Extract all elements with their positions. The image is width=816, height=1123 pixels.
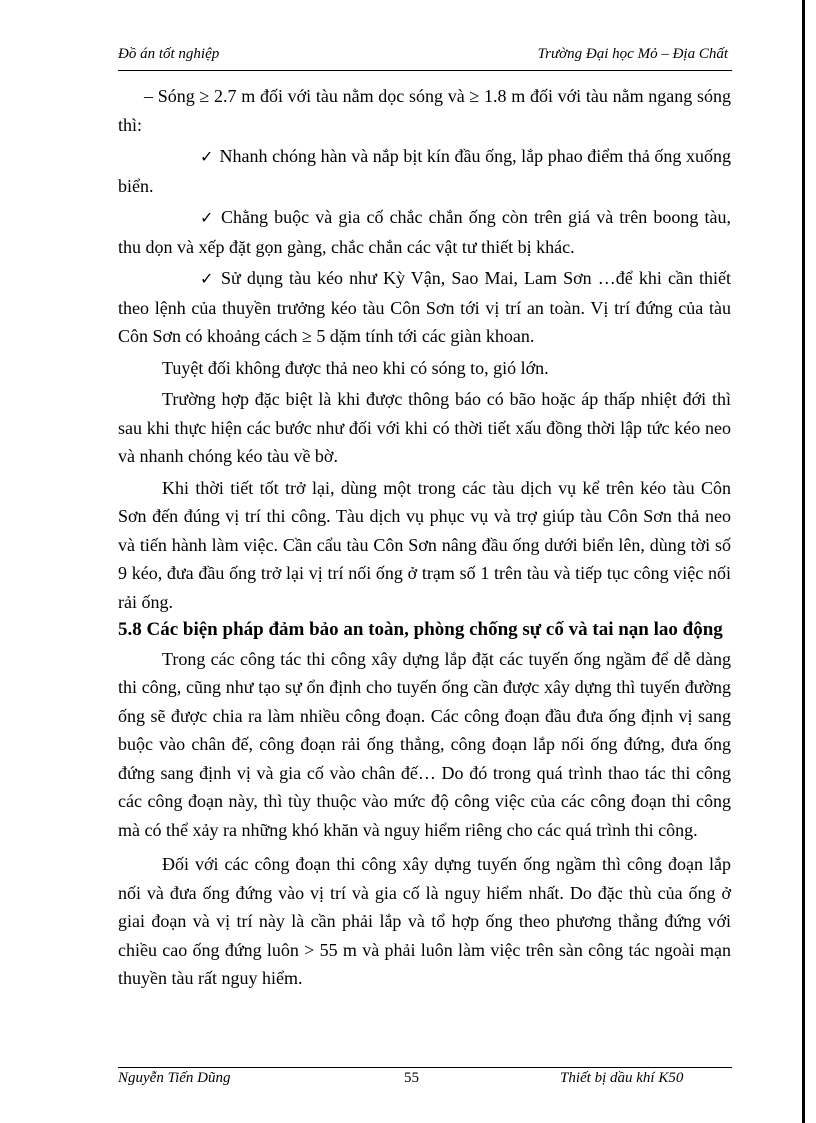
check-list-item xyxy=(118,264,731,351)
body-paragraph: Đối với các công đoạn thi công xây dựng tuyến ống ngầm thì công đoạn lắp nối và đưa ống đứng vào vị trí và gia cố là nguy hiểm nhất. Do đặc thù của ống ở giai đoạn và vị trí này là cần phải lắp và tổ hợp ống theo phương thẳng đứng với chiều cao ống đứng luôn > 55 m và phải luôn làm việc trên sàn công tác ngoài mạn thuyền tàu rất nguy hiểm. xyxy=(118,854,731,988)
body-paragraph: Tuyệt đối không được thả neo khi có sóng to, gió lớn. xyxy=(162,357,549,378)
page-footer xyxy=(118,1070,732,1090)
check-list-item-text: Chằng buộc và gia cố chắc chắn ống còn trên giá và trên boong tàu, thu dọn và xếp đặt gọn gàng, chắc chắn các vật tư thiết bị khác. xyxy=(118,207,732,257)
body-paragraph: Trong các công tác thi công xây dựng lắp đặt các tuyến ống ngầm để dễ dàng thi công, cũng như tạo sự ổn định cho tuyến ống cần được xây dựng thì tuyến đường ống sẽ được chia ra làm nhiều công đoạn. Các công đoạn đầu đưa ống định vị sang buộc vào chân đế, công đoạn rải ống thẳng, công đoạn lắp nối ống đứng, đưa ống đứng sang định vị và gia cố vào chân đế… Do đó trong quá trình thao tác thi công các công đoạn này, thì tùy thuộc vào mức độ công việc của các công đoạn thi công mà có thể xảy ra những khó khăn và nguy hiểm riêng cho các quá trình thi công. xyxy=(118,648,731,840)
header-document-type: Đồ án tốt nghiệp xyxy=(118,46,220,62)
header-university: Trường Đại học Mỏ – Địa Chất xyxy=(537,46,728,62)
checkmark-icon: ✓ xyxy=(200,208,216,227)
page-body xyxy=(118,82,731,993)
header-rule xyxy=(118,70,732,71)
page-number: 55 xyxy=(404,1070,419,1086)
dash-list-item: – Sóng ≥ 2.7 m đối với tàu nằm dọc sóng và ≥ 1.8 m đối với tàu nằm ngang sóng thì: xyxy=(118,86,731,135)
check-list-item-text: Sử dụng tàu kéo như Kỳ Vận, Sao Mai, Lam Sơn …để khi cần thiết theo lệnh của thuyền trưởng kéo tàu Côn Sơn tới vị trí an toàn. Vị trí đứng của tàu Côn Sơn có khoảng cách ≥ 5 dặm tính tới các giàn khoan. xyxy=(118,268,732,346)
check-list-item xyxy=(118,142,731,200)
footer-author: Nguyễn Tiến Dũng xyxy=(118,1070,231,1086)
check-list-item xyxy=(118,203,731,261)
body-paragraph: Trường hợp đặc biệt là khi được thông báo có bão hoặc áp thấp nhiệt đới thì sau khi thực hiện các bước như đối với khi có thời tiết xấu đồng thời lập tức kéo neo và nhanh chóng kéo tàu về bờ. xyxy=(118,389,731,466)
checkmark-icon: ✓ xyxy=(200,147,214,166)
page-edge-border xyxy=(802,0,805,1123)
page-header xyxy=(118,46,728,68)
section-heading: 5.8 Các biện pháp đảm bảo an toàn, phòng chống sự cố và tai nạn lao động xyxy=(118,619,723,640)
body-paragraph: Khi thời tiết tốt trở lại, dùng một trong các tàu dịch vụ kể trên kéo tàu Côn Sơn đến đúng vị trí thi công. Tàu dịch vụ phục vụ và trợ giúp tàu Côn Sơn thả neo và tiến hành làm việc. Cần cẩu tàu Côn Sơn nâng đầu ống dưới biển lên, dùng tời số 9 kéo, đưa đầu ống trở lại vị trí nối ống ở trạm số 1 trên tàu và tiếp tục công việc nối rải ống. xyxy=(118,477,731,612)
check-list-item-text: Nhanh chóng hàn và nắp bịt kín đầu ống, lắp phao điểm thả ống xuống biển. xyxy=(118,146,732,196)
checkmark-icon: ✓ xyxy=(200,269,216,288)
footer-rule xyxy=(118,1067,732,1068)
footer-course: Thiết bị dầu khí K50 xyxy=(560,1070,684,1086)
